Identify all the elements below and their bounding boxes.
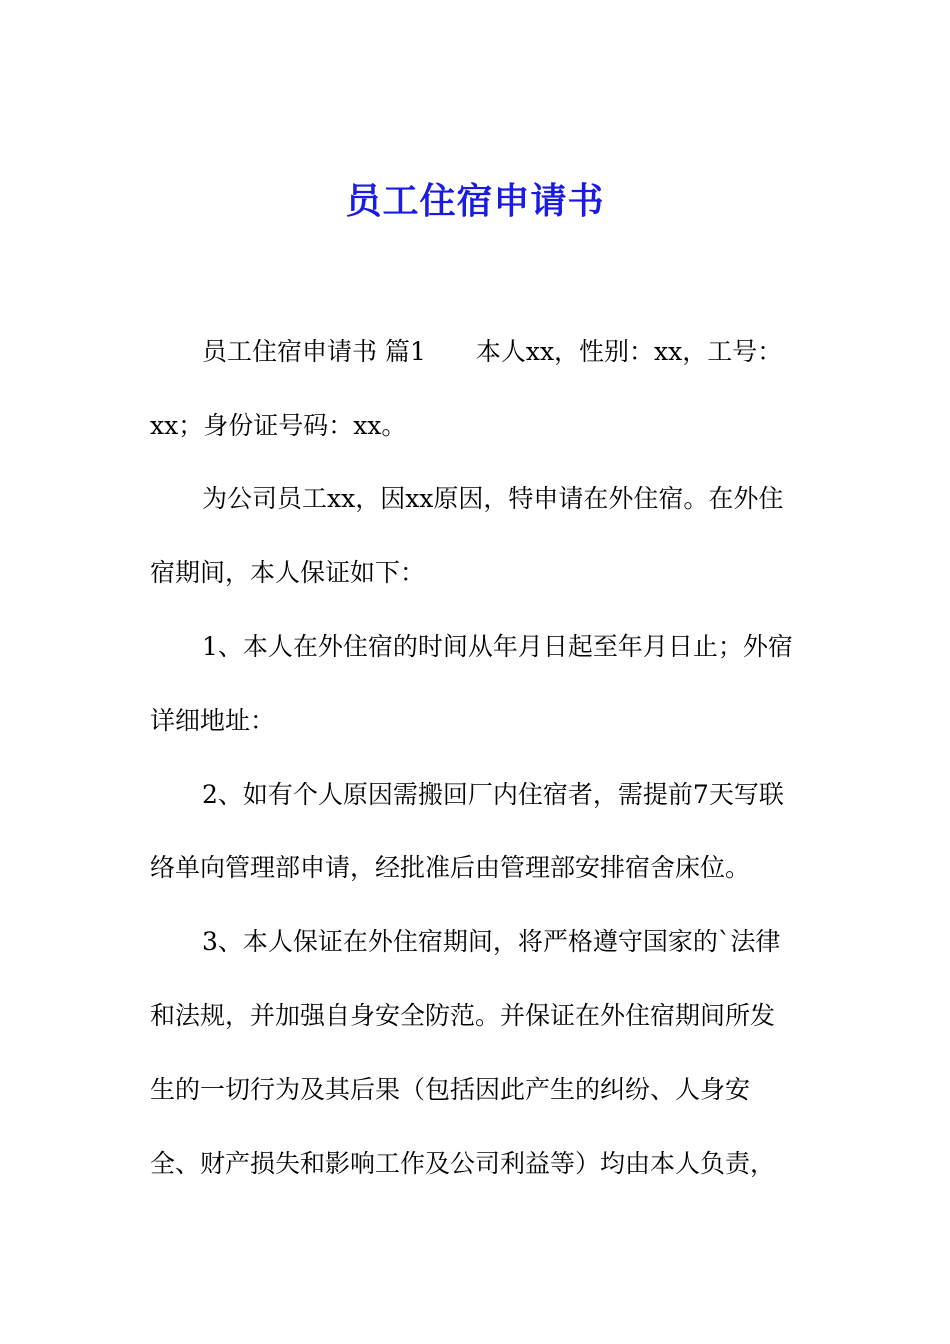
paragraph-line-1: 员工住宿申请书 篇1 本人xx，性别：xx，工号： [202,337,783,366]
paragraph-line-8: 络单向管理部申请，经批准后由管理部安排宿舍床位。 [150,853,751,882]
document-title: 员工住宿申请书 [345,181,605,222]
paragraph-line-12: 全、财产损失和影响工作及公司利益等）均由本人负责， [150,1149,776,1178]
paragraph-line-2: xx；身份证号码：xx。 [150,411,407,440]
paragraph-line-11: 生的一切行为及其后果（包括因此产生的纠纷、人身安 [150,1075,751,1104]
paragraph-line-3: 为公司员工xx，因xx原因，特申请在外住宿。在外住 [202,484,784,513]
paragraph-line-6: 详细地址： [150,706,276,735]
paragraph-line-7: 2、如有个人原因需搬回厂内住宿者，需提前7天写联 [202,780,784,809]
paragraph-line-5: 1、本人在外住宿的时间从年月日起至年月日止；外宿 [202,632,793,661]
paragraph-line-4: 宿期间，本人保证如下： [150,558,426,587]
paragraph-line-9: 3、本人保证在外住宿期间，将严格遵守国家的`法律 [202,927,781,956]
paragraph-line-10: 和法规，并加强自身安全防范。并保证在外住宿期间所发 [150,1001,776,1030]
